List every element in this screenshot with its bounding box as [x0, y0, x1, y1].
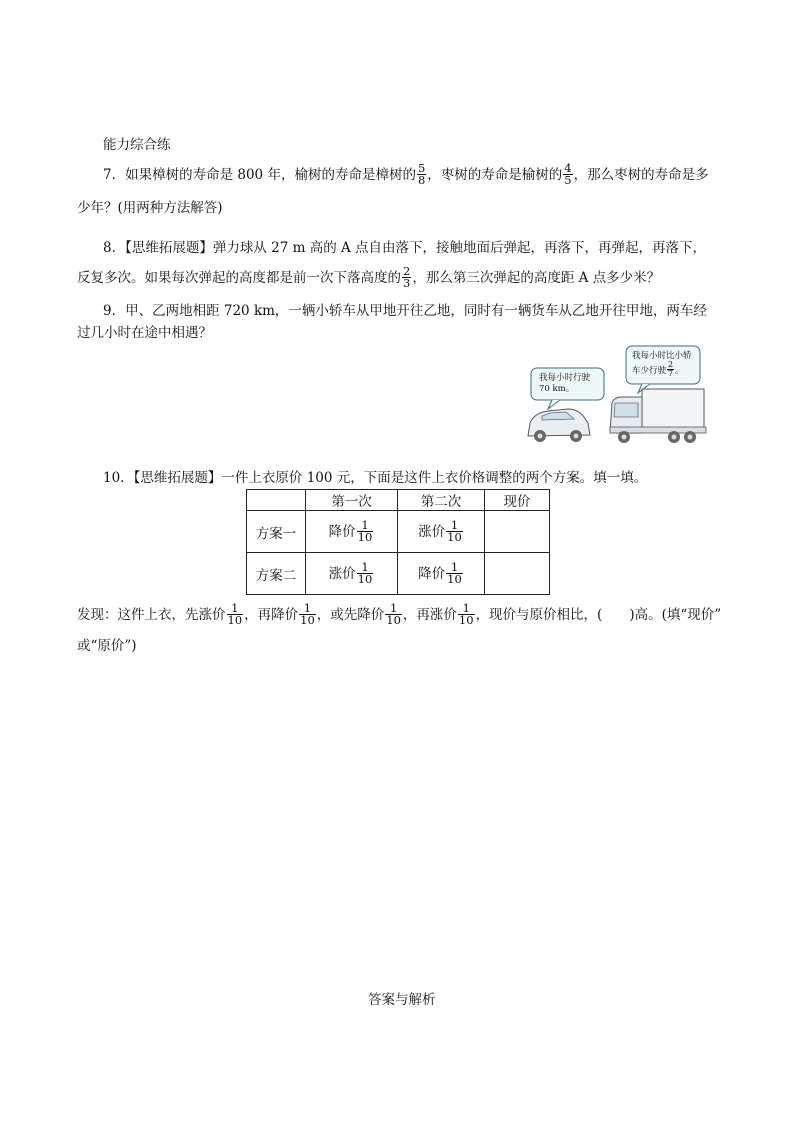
- question-10-intro: 10．【思维拓展题】一件上衣原价 100 元，下面是这件上衣价格调整的两个方案。填一填。: [103, 470, 648, 486]
- truck-speech-bubble: 我每小时比小轿 车少行驶 $\frac{2}{7}$ 。: [632, 351, 692, 378]
- question-9-line-2: 过几小时在途中相遇？: [77, 325, 212, 341]
- current-price-blank[interactable]: [485, 511, 550, 553]
- second-adjust: 降价 $\frac{1}{10}$: [398, 553, 485, 595]
- first-adjust: 涨价 $\frac{1}{10}$: [306, 553, 398, 595]
- plan-name: 方案一: [247, 511, 306, 553]
- header-current: 现价: [485, 490, 550, 511]
- second-adjust: 涨价 $\frac{1}{10}$: [398, 511, 485, 553]
- car-speech-bubble: 我每小时行驶 70 km。: [539, 373, 591, 394]
- header-first: 第一次: [306, 490, 398, 511]
- question-9-line-1: 9．甲、乙两地相距 720 km，一辆小轿车从甲地开往乙地，同时有一辆货车从乙地开往甲地，两车经: [103, 303, 707, 319]
- price-adjustment-table: [246, 489, 550, 595]
- answer-section-heading: 答案与解析: [368, 992, 436, 1008]
- question-8-line-2: 反复多次。如果每次弹起的高度都是前一次下落高度的 $\frac{2}{3}$ ，那么第三次弹起的高度距 A 点多少米？: [77, 264, 661, 290]
- header-second: 第二次: [398, 490, 485, 511]
- question-7-line-1: 7．如果樟树的寿命是 800 年，榆树的寿命是樟树的 $\frac{5}{8}$ ，枣树的寿命是榆树的 $\frac{4}{5}$ ，那么枣树的寿命是多: [103, 161, 709, 187]
- finding-line-2: 或“原价”): [77, 638, 137, 654]
- table-row: [247, 511, 550, 553]
- current-price-blank[interactable]: [485, 553, 550, 595]
- fraction: $\frac{5}{8}$: [417, 161, 426, 187]
- fraction: $\frac{4}{5}$: [564, 161, 572, 187]
- plan-name: 方案二: [247, 553, 306, 595]
- car-icon: [528, 409, 590, 442]
- truck-icon: [610, 389, 706, 443]
- question-7-line-2: 少年？(用两种方法解答): [77, 200, 223, 216]
- section-title: 能力综合练: [103, 137, 171, 153]
- question-8-line-1: 8．【思维拓展题】弹力球从 27 m 高的 A 点自由落下，接触地面后弹起，再落下，再弹起，再落下，: [103, 240, 707, 256]
- table-header-row: [247, 490, 550, 511]
- finding-line-1: 发现：这件上衣，先涨价 $\frac{1}{10}$ ，再降价 $\frac{1}{10}$ ，或先降价 $\frac{1}{10}$ ，再涨价 $\frac{1}{10}$ ，现价与原价相比，( )高。(填“现价”: [77, 601, 722, 627]
- table-row: [247, 553, 550, 595]
- first-adjust: 降价 $\frac{1}{10}$: [306, 511, 398, 553]
- car-truck-illustration: [524, 343, 708, 447]
- fraction: $\frac{2}{3}$: [403, 264, 411, 290]
